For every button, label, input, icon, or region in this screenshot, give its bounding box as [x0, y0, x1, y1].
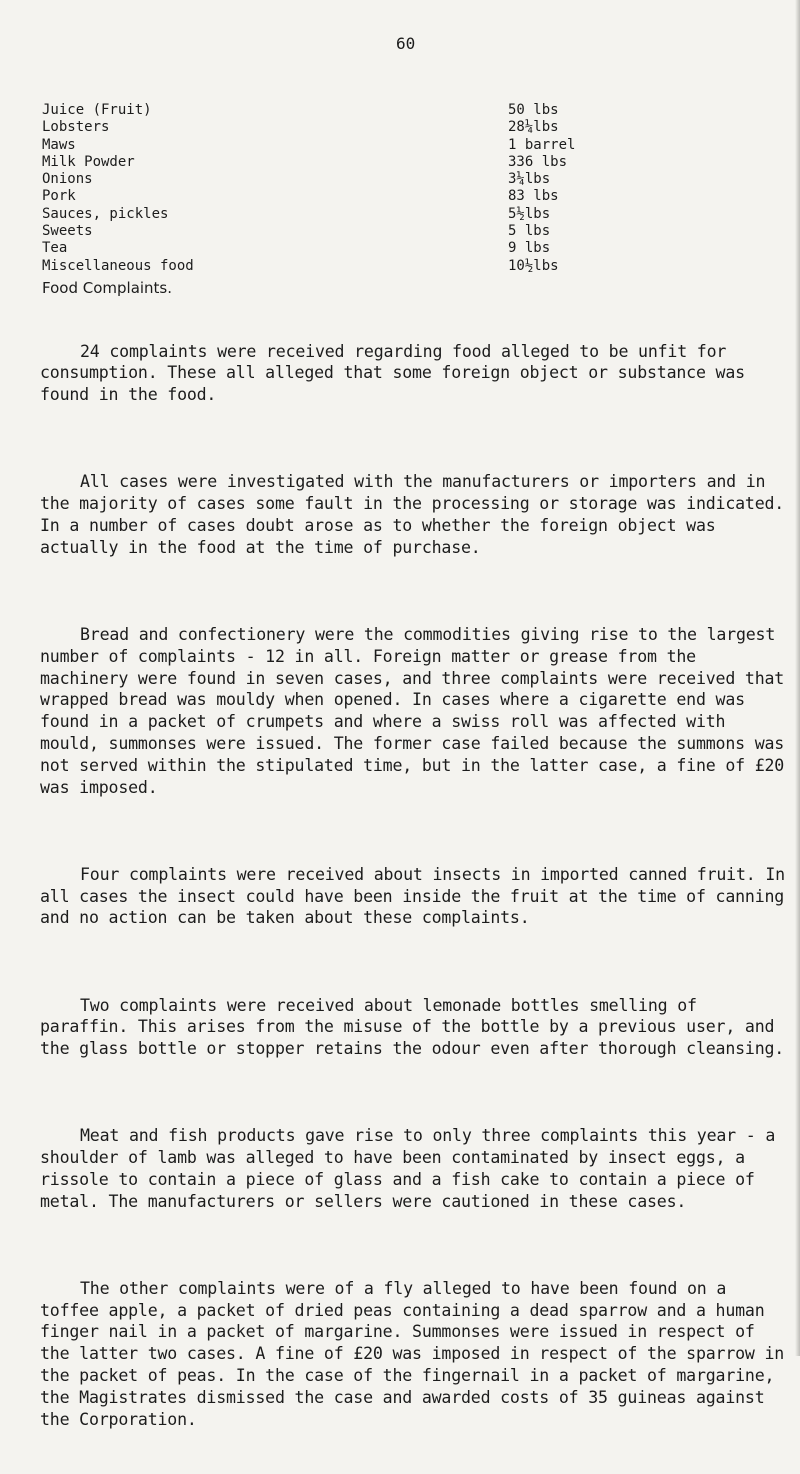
item-name: Sweets	[42, 223, 93, 240]
paragraph: Bread and confectionery were the commodities giving rise to the largest number of complaints - 12 in all. Foreign matter or grease from the machinery were found in seven cases, and three complaints were received that wrapped bread was mouldy when opened. In cases where a cigarette end was found in a packet of crumpets and where a swiss roll was affected with mould, summonses were issued. The former case failed because the summons was not served within the stipulated time, but in the latter case, a fine of £20 was imposed.	[40, 624, 794, 797]
item-quantity: 3¼lbs	[508, 171, 551, 188]
table-row	[42, 102, 662, 119]
paragraph: Four complaints were received about insects in imported canned fruit. In all cases the insect could have been inside the fruit at the time of canning and no action can be taken about these complaints.	[40, 864, 795, 928]
item-name: Juice (Fruit)	[42, 102, 152, 118]
item-quantity: 5 lbs	[508, 223, 551, 240]
item-name: Miscellaneous food	[42, 257, 194, 274]
table-row	[42, 258, 662, 275]
item-quantity: 10½lbs	[508, 257, 559, 274]
item-name: Onions	[42, 171, 93, 188]
report-body	[40, 297, 795, 1474]
paragraph: 24 complaints were received regarding food alleged to be unfit for consumption. These all alleged that some foreign object or substance was found in the food.	[40, 341, 755, 405]
scan-edge-shadow	[795, 0, 800, 1356]
page-number: 60	[396, 34, 416, 53]
table-row	[42, 137, 662, 154]
table-row	[42, 206, 662, 223]
table-row	[42, 240, 662, 257]
item-name: Maws	[42, 136, 76, 153]
item-name: Lobsters	[42, 119, 110, 136]
table-row	[42, 223, 662, 240]
item-quantity: 83 lbs	[508, 188, 559, 205]
item-quantity: 336 lbs	[508, 153, 568, 170]
seized-food-table	[42, 102, 662, 275]
paragraph: The other complaints were of a fly alleged to have been found on a toffee apple, a packet of dried peas containing a dead sparrow and a human finger nail in a packet of margarine. Summonses were issued in respect of the latter two cases. A fine of £20 was imposed in respect of the sparrow in the packet of peas. In the case of the fingernail in a packet of margarine, the Magistrates dismissed the case and awarded costs of 35 guineas against the Corporation.	[40, 1278, 794, 1429]
paragraph: Meat and fish products gave rise to only three complaints this year - a shoulder of lamb was alleged to have been contaminated by insect eggs, a rissole to contain a piece of glass and a fish cake to contain a piece of metal. The manufacturers or sellers were cautioned in these cases.	[40, 1126, 785, 1211]
paragraph: Two complaints were received about lemonade bottles smelling of paraffin. This arises from the misuse of the bottle by a previous user, and the glass bottle or stopper retains the odour even after thorough cleansing.	[40, 995, 785, 1059]
table-row	[42, 119, 662, 136]
item-name: Milk Powder	[42, 153, 135, 170]
item-quantity: 28¼lbs	[508, 119, 559, 136]
item-name: Pork	[42, 188, 76, 205]
table-row	[42, 154, 662, 171]
table-row	[42, 188, 662, 205]
item-quantity: 1 barrel	[508, 136, 576, 153]
table-row	[42, 171, 662, 188]
item-name: Tea	[42, 240, 68, 257]
item-quantity: 5½lbs	[508, 205, 551, 222]
paragraph: All cases were investigated with the manufacturers or importers and in the majority of cases some fault in the processing or storage was indicated. In a number of cases doubt arose as to whether the foreign object was actually in the food at the time of purchase.	[40, 472, 794, 557]
section-heading: Food Complaints.	[42, 279, 173, 297]
item-name: Sauces, pickles	[42, 205, 169, 222]
item-quantity: 50 lbs	[508, 102, 559, 118]
item-quantity: 9 lbs	[508, 240, 551, 257]
